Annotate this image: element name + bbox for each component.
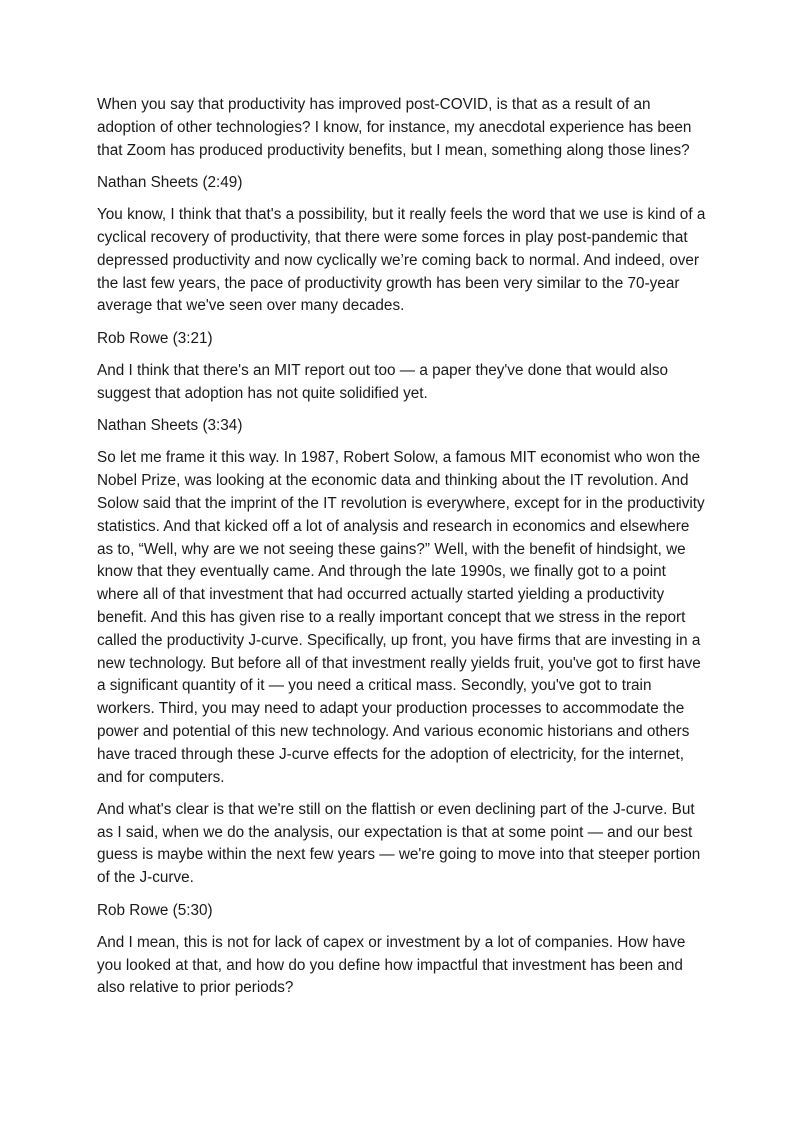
speaker-label-rob-rowe: Rob Rowe (3:21) bbox=[97, 329, 213, 347]
speaker-label-nathan-sheets: Nathan Sheets (3:34) bbox=[97, 417, 243, 435]
speaker-label-rob-rowe: Rob Rowe (5:30) bbox=[97, 901, 213, 919]
answer-paragraph: You know, I think that that's a possibility, but it really feels the word that we use is kind of a cyclical recovery of productivity, that there were some forces in play post-pandemic that depressed productivity and now cyclically we’re coming back to normal. And indeed, over the last few years, the pace of productivity growth has been very similar to the 70-year average that we've seen over many decades. bbox=[97, 206, 706, 315]
transcript-body bbox=[97, 94, 709, 1010]
answer-paragraph: So let me frame it this way. In 1987, Robert Solow, a famous MIT economist who won the Nobel Prize, was looking at the economic data and thinking about the IT revolution. And Solow said that the imprint of the IT revolution is everywhere, except for in the productivity statistics. And that kicked off a lot of analysis and research in economics and elsewhere as to, “Well, why are we not seeing these gains?” Well, with the benefit of hindsight, we know that they eventually came. And through the late 1990s, we finally got to a point where all of that investment that had occurred actually started yielding a productivity benefit. And this has given rise to a really important concept that we stress in the report called the productivity J-curve. Specifically, up front, you have firms that are investing in a new technology. But before all of that investment really yields fruit, you've got to first have a significant quantity of it — you need a critical mass. Secondly, you've got to train workers. Third, you may need to adapt your production processes to accommodate the power and potential of this new technology. And various economic historians and others have traced through these J-curve effects for the adoption of electricity, for the internet, and for computers. bbox=[97, 449, 705, 786]
question-paragraph: And I mean, this is not for lack of capex or investment by a lot of companies. How have you looked at that, and how do you define how impactful that investment has been and also relative to prior periods? bbox=[97, 933, 686, 997]
question-paragraph: When you say that productivity has improved post-COVID, is that as a result of an adoption of other technologies? I know, for instance, my anecdotal experience has been that Zoom has produced productivity benefits, but I mean, something along those lines? bbox=[97, 96, 692, 159]
question-paragraph: And I think that there's an MIT report out too — a paper they've done that would also suggest that adoption has not quite solidified yet. bbox=[97, 361, 669, 402]
answer-paragraph: And what's clear is that we're still on the flattish or even declining part of the J-curve. But as I said, when we do the analysis, our expectation is that at some point — and our best guess is maybe within the next few years — we're going to move into that steeper portion of the J-curve. bbox=[97, 800, 701, 887]
speaker-label-nathan-sheets: Nathan Sheets (2:49) bbox=[97, 173, 243, 191]
